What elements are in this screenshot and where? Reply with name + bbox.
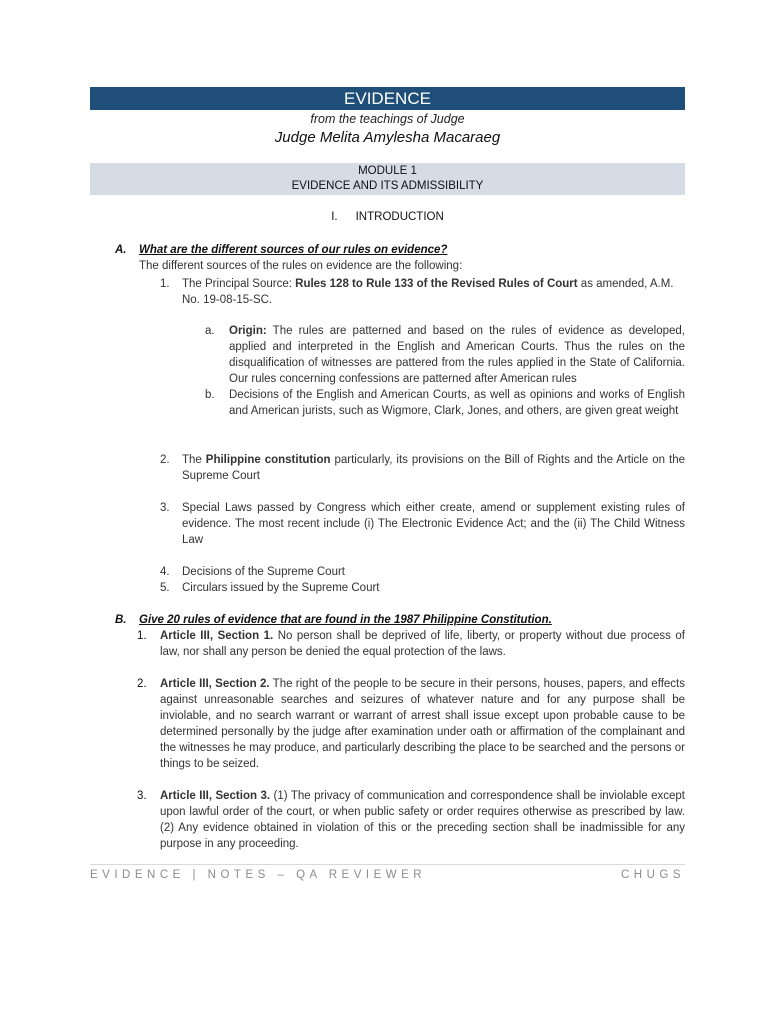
- list-number: 2.: [160, 454, 170, 466]
- question-a-lead: The different sources of the rules on evidence are the following:: [139, 260, 463, 272]
- list-item: Article III, Section 2. The right of the people to be secure in their persons, houses, papers, and effects against unreasonable searches and seizures of whatever nature and for any purpose shall be inviolable, and no search warrant or warrant of arrest shall issue except upon probable cause to be determined personally by the judge after examination under oath or affirmation of the complainant and the witnesses he may produce, and particularly describing the place to be searched and the persons or things to be seized.: [160, 678, 685, 770]
- list-number: 1.: [160, 278, 170, 290]
- question-a-letter: A.: [115, 244, 127, 256]
- list-item: The Philippine constitution particularly, its provisions on the Bill of Rights and the Article on the Supreme Court: [182, 454, 685, 482]
- question-b-text: Give 20 rules of evidence that are found in the 1987 Philippine Constitution.: [139, 614, 552, 626]
- question-a-text: What are the different sources of our rules on evidence?: [139, 244, 448, 256]
- footer-divider: [90, 864, 685, 865]
- sublist-letter: a.: [205, 325, 215, 337]
- document-title: EVIDENCE: [90, 87, 685, 110]
- list-item: The Principal Source: Rules 128 to Rule 133 of the Revised Rules of Court as amended, A.M. No. 19-08-15-SC.: [182, 278, 674, 306]
- section-title: INTRODUCTION: [355, 211, 444, 223]
- footer-left: EVIDENCE | NOTES – QA REVIEWER: [90, 869, 427, 881]
- sublist-item: Origin: The rules are patterned and based on the rules of evidence as developed, applied and interpreted in the English and American Courts. Thus the rules on the disqualification of witnesses are pattered from the rules applied in the State of California. Our rules concerning confessions are patterned after American rules: [229, 325, 685, 385]
- list-item: Circulars issued by the Supreme Court: [182, 582, 380, 594]
- sublist-letter: b.: [205, 389, 215, 401]
- list-item: Article III, Section 3. (1) The privacy of communication and correspondence shall be inviolable except upon lawful order of the court, or when public safety or order requires otherwise as prescribed by law. (2) Any evidence obtained in violation of this or the preceding section shall be inadmissible for any purpose in any proceeding.: [160, 790, 685, 850]
- list-item: Special Laws passed by Congress which either create, amend or supplement existing rules of evidence. The most recent include (i) The Electronic Evidence Act; and the (ii) The Child Witness Law: [182, 502, 685, 546]
- document-author: Judge Melita Amylesha Macaraeg: [274, 129, 501, 146]
- module-heading: [90, 163, 685, 195]
- list-item: Decisions of the Supreme Court: [182, 566, 345, 578]
- list-item: Article III, Section 1. No person shall be deprived of life, liberty, or property without due process of law, nor shall any person be denied the equal protection of the laws.: [160, 630, 685, 658]
- document-subtitle: from the teachings of Judge: [310, 112, 465, 126]
- list-number: 4.: [160, 566, 170, 578]
- list-number: 1.: [137, 630, 147, 642]
- section-heading: [90, 211, 685, 223]
- list-number: 3.: [137, 790, 147, 802]
- question-b-letter: B.: [115, 614, 127, 626]
- module-title: EVIDENCE AND ITS ADMISSIBILITY: [291, 180, 484, 192]
- section-number: I.: [331, 211, 338, 223]
- list-number: 3.: [160, 502, 170, 514]
- footer-right: CHUGS: [620, 869, 685, 881]
- module-number: MODULE 1: [358, 165, 417, 177]
- list-number: 2.: [137, 678, 147, 690]
- sublist-item: Decisions of the English and American Courts, as well as opinions and works of English and American jurists, such as Wigmore, Clark, Jones, and others, are given great weight: [229, 389, 685, 417]
- list-number: 5.: [160, 582, 170, 594]
